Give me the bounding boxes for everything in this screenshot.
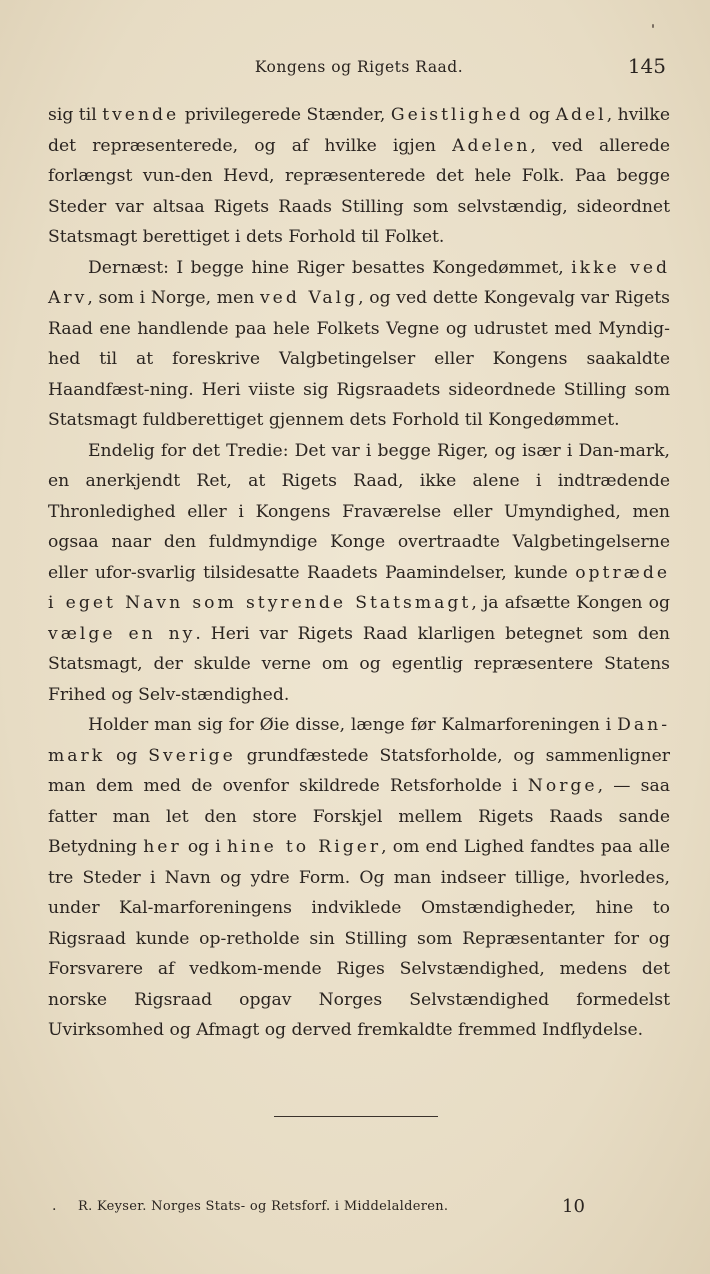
page-number: 145 — [627, 54, 666, 78]
spaced-emphasis: ikke ved Arv — [48, 257, 670, 308]
spaced-emphasis: vælge en ny — [48, 623, 196, 644]
paper-speck — [652, 24, 654, 28]
text-run: , — saa fatter man let den store Forskjel mellem Rigets Raads sande Betydning — [48, 776, 670, 857]
text-run: , om end Lighed fandtes paa alle tre Steder i Navn og ydre Form. Og man indseer tillige, hvorledes, under Kal-marforeningens indviklede Omstændigheder, hine to Rigsraad kunde op-retholde sin Stilling som Repræsentanter for og Forsvarere af vedkom-mende Riges Selvstændighed, medens det norske Rigsraad opgav Norges Selvstændighed formedelst Uvirksomhed og Afmagt og derved fremkaldte fremmed Indflydelse. — [48, 837, 670, 1040]
body-text — [48, 100, 670, 1046]
paragraph-4 — [48, 710, 670, 1046]
text-run: Endelig for det Tredie: Det var i begge Riger, og især i Dan-mark, en anerkjendt Ret, at Rigets Raad, ikke alene i indtrædende Thronledighed eller i Kongens Fraværelse eller Umyndighed, men ogsaa naar den fuldmyndige Konge overtraadte Valgbetingelserne eller ufor-svarlig tilsidesatte Raadets Paamindelser, kunde — [48, 440, 670, 583]
text-run: grundfæstede Statsforholde, og sammenligner man dem med de ovenfor skildrede Retsforholde i — [48, 745, 670, 796]
text-run: Dernæst: I begge hine Riger besattes Kongedømmet, — [88, 257, 572, 278]
spaced-emphasis: optræde i eget Navn som styrende Statsmagt — [48, 562, 670, 613]
footer-text: R. Keyser. Norges Stats- og Retsforf. i Middelalderen. — [78, 1199, 449, 1214]
signature-footer — [52, 1196, 612, 1220]
text-run: og — [523, 105, 556, 125]
text-run: og — [105, 745, 149, 766]
text-run: . Heri var Rigets Raad klarligen betegnet som den Statsmagt, der skulde verne om og egentlig repræsentere Statens Frihed og Selv-stændighed. — [48, 623, 670, 705]
text-run: , hvilke det repræsenterede, og af hvilke igjen — [48, 105, 670, 156]
footer-mark: . — [52, 1198, 57, 1214]
spaced-emphasis: tvende — [102, 105, 180, 125]
text-run: , ja afsætte Kongen og — [471, 593, 670, 613]
spaced-emphasis: Geistlighed — [390, 105, 524, 125]
spaced-emphasis: Adelen — [452, 135, 531, 156]
spaced-emphasis: ved Valg — [259, 288, 359, 308]
signature-number: 10 — [562, 1196, 585, 1217]
paragraph-1 — [48, 100, 670, 253]
text-run: Holder man sig for Øie disse, længe før Kalmarforeningen i — [88, 715, 618, 735]
running-head — [48, 54, 670, 84]
paragraph-3 — [48, 436, 670, 711]
text-run: , som i Norge, men — [87, 288, 260, 308]
section-rule — [274, 1116, 438, 1117]
text-run: , og ved dette Kongevalg var Rigets Raad ene handlende paa hele Folkets Vegne og udrustet med Myndig-hed til at foreskrive Valgbetingelser eller Kongens saakaldte Haandfæst-ning. Heri viiste sig Rigsraadets sideordnede Stilling som Statsmagt fuldberettiget gjennem dets Forhold til Kongedømmet. — [48, 288, 671, 430]
running-head-title: Kongens og Rigets Raad. — [254, 58, 464, 76]
text-run: , ved allerede forlængst vun-den Hevd, repræsenterede det hele Folk. Paa begge Steder var altsaa Rigets Raads Stilling som selvstændig, sideordnet Statsmagt berettiget i dets Forhold til Folket. — [48, 135, 670, 247]
spaced-emphasis: Sverige — [148, 745, 236, 766]
spaced-emphasis: her — [143, 837, 182, 857]
text-run: og i — [181, 837, 227, 857]
spaced-emphasis: Norge — [527, 776, 598, 796]
spaced-emphasis: Dan-mark — [48, 715, 670, 766]
paragraph-2 — [48, 253, 670, 436]
spaced-emphasis: hine to Riger — [226, 837, 382, 857]
text-run: privilegerede Stænder, — [179, 105, 391, 125]
text-run: sig til — [48, 105, 103, 125]
spaced-emphasis: Adel — [555, 105, 607, 125]
